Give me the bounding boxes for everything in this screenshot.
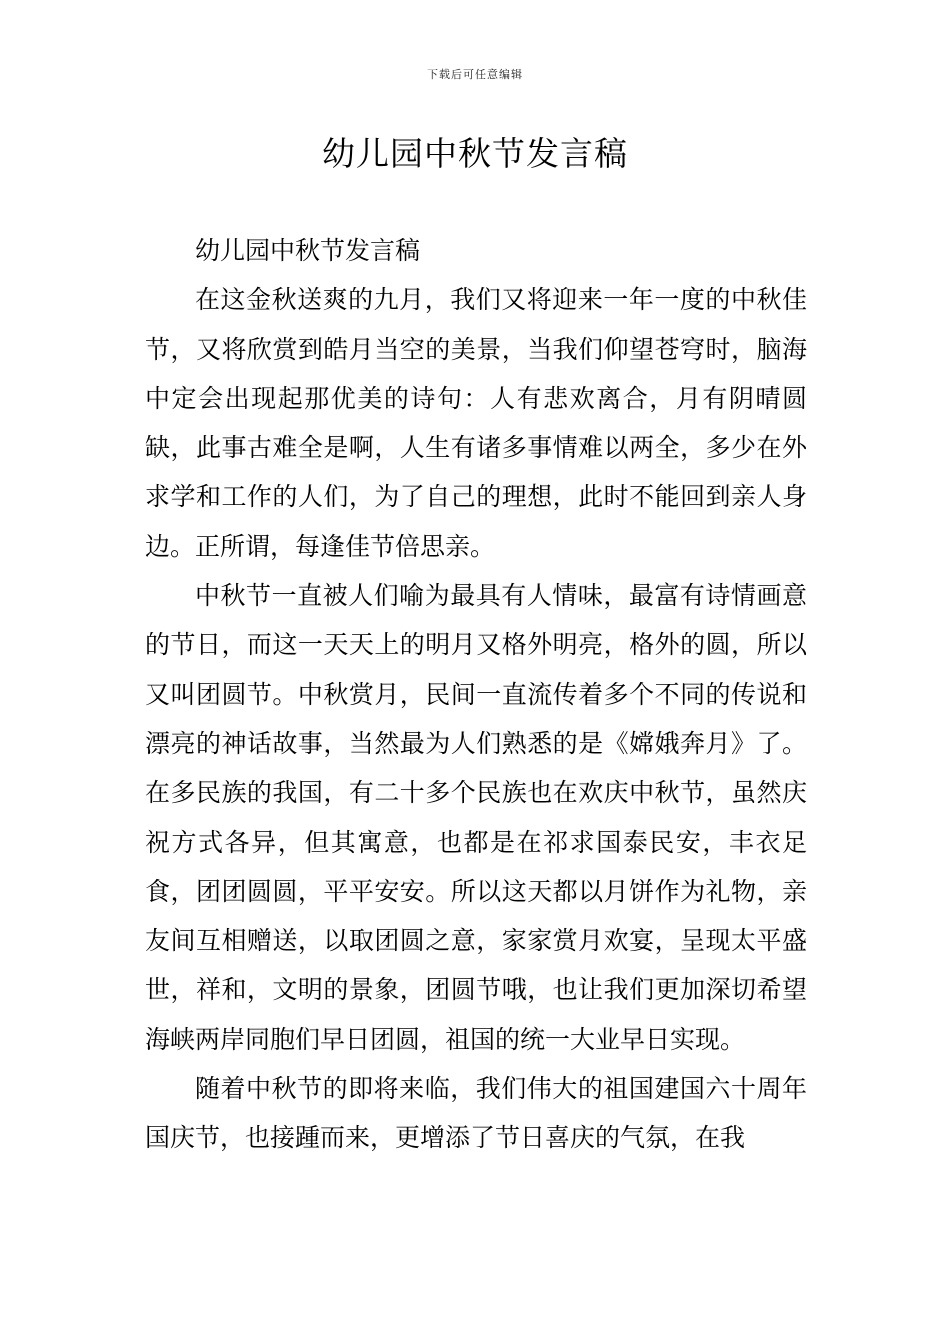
document-body: [145, 226, 807, 1163]
paragraph-subtitle: 幼儿园中秋节发言稿: [195, 236, 421, 265]
document-title: 幼儿园中秋节发言稿: [322, 134, 628, 173]
paragraph: 中秋节一直被人们喻为最具有人情味，最富有诗情画意的节日，而这一天天上的明月又格外明亮，格外的圆，所以又叫团圆节。中秋赏月，民间一直流传着多个不同的传说和漂亮的神话故事，当然最为人们熟悉的是《嫦娥奔月》了。在多民族的我国，有二十多个民族也在欢庆中秋节，虽然庆祝方式各异，但其寓意，也都是在祁求国泰民安，丰衣足食，团团圆圆，平平安安。所以这天都以月饼作为礼物，亲友间互相赠送，以取团圆之意，家家赏月欢宴，呈现太平盛世，祥和，文明的景象，团圆节哦，也让我们更加深切希望海峡两岸同胞们早日团圆，祖国的统一大业早日实现。: [145, 581, 807, 1054]
paragraph: 随着中秋节的即将来临，我们伟大的祖国建国六十周年国庆节，也接踵而来，更增添了节日喜庆的气氛，在我: [145, 1074, 807, 1153]
paragraph: 在这金秋送爽的九月，我们又将迎来一年一度的中秋佳节，又将欣赏到皓月当空的美景，当我们仰望苍穹时，脑海中定会出现起那优美的诗句：人有悲欢离合，月有阴晴圆缺，此事古难全是啊，人生有诸多事情难以两全，多少在外求学和工作的人们，为了自己的理想，此时不能回到亲人身边。正所谓，每逢佳节倍思亲。: [145, 285, 807, 561]
header-note: 下载后可任意编辑: [427, 68, 523, 81]
